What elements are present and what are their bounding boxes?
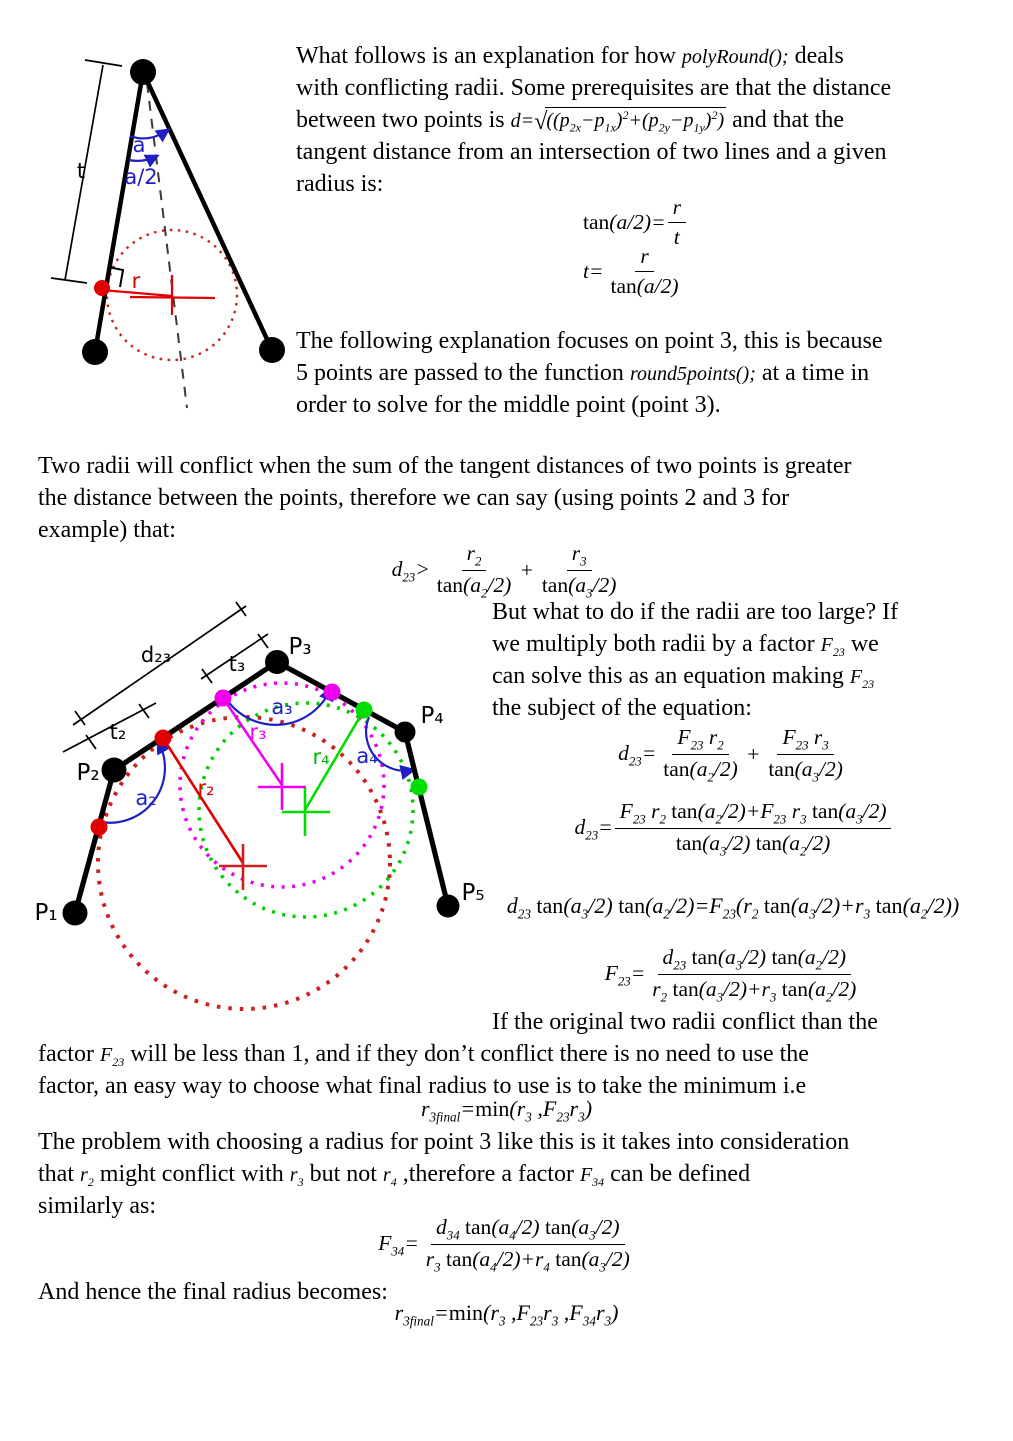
equation-text: $r_{3final}=\min(r_3$ $,F_{23}r_3$) [420,1096,593,1125]
label-a2: a₂ [135,786,157,810]
label-a-half: a/2 [124,165,158,189]
text-segment: And hence the final radius becomes: [38,1279,388,1305]
label-p3: P₃ [288,634,312,660]
text-segment: factor, an easy way to choose what final radius to use is to take the minimum i.e [38,1073,807,1099]
center-cross-r2 [219,844,267,890]
text-segment: between two points is [296,107,511,133]
text-segment: the subject of the equation: [492,695,752,721]
label-r4: r₄ [312,745,330,769]
text-segment: If the original two radii conflict than the [492,1009,878,1035]
formula-r3final-full [0,1300,1013,1329]
text-segment: at a time in [755,360,870,386]
tangent-point-r2-a [155,730,172,747]
point-p3 [265,650,289,674]
formula-lhs: t= [583,258,604,283]
formula-lhs: $d_{23}=$ [574,814,613,843]
paragraph-point3 [296,325,883,421]
fraction [658,724,743,786]
text-segment: The following explanation focuses on point 3, this is because [296,328,883,354]
text-segment: The problem with choosing a radius for point 3 like this is it takes into consideration [38,1129,850,1155]
denominator: $r_2$ $\tan(a_3/2)+r_3$ $\tan(a_2/2)$ [652,977,857,1005]
formula-d23-inequality [0,540,1013,602]
equation-text: $d_{23}$ $\tan(a_3/2)$ $\tan(a_2/2)=F_{23}(r_2$ $\tan(a_3/2)+r_3$ $\tan(a_2/2)$) [506,893,960,922]
text-segment: we multiply both radii by a factor [492,631,821,657]
text-segment: ,therefore a factor [396,1161,580,1187]
inline-math-r4: $r_4$ [382,1164,397,1189]
numerator: r [668,194,686,223]
formula-lhs: $F_{23}=$ [604,960,646,989]
label-a: a [132,133,146,157]
text-line [296,357,883,389]
denominator: $\tan(a_3/2)$ $\tan(a_2/2)$ [675,831,831,859]
fraction [615,798,892,860]
text-line [492,692,898,724]
denominator: t [673,224,680,249]
label-r: r [131,269,141,293]
center-cross-r3 [258,763,306,810]
numerator: r [635,243,653,272]
label-a4: a₄ [356,744,378,768]
numerator: $F_{23}$ $r_2$ [672,724,728,755]
paragraph-minimum [38,1038,809,1102]
tangent-point-r2-b [91,819,108,836]
text-line [492,628,898,660]
label-p4: P₄ [420,703,444,729]
text-line [296,104,891,136]
formula-t [583,243,684,300]
formula-d23-combined [453,798,1013,860]
text-segment: can be defined [604,1161,751,1187]
formula-d23-expanded [453,893,1013,922]
text-line [38,482,851,514]
fraction [605,243,683,300]
text-line [296,389,883,421]
text-line [38,1038,809,1070]
text-segment: What follows is an explanation for how [296,43,682,69]
label-a3: a₃ [271,695,293,719]
text-segment: deals [788,43,844,69]
sqrt-icon: √ [534,109,548,135]
text-line [296,325,883,357]
inline-math-round5points: round5points(); [629,363,756,385]
point-p2 [102,758,127,783]
text-segment: the distance between the points, therefore we can say (using points 2 and 3 for [38,485,790,511]
formula-lhs: $d_{23}>$ [391,556,430,585]
point-p4 [395,722,416,743]
numerator: $d_{34}$ $\tan(a_4/2)$ $\tan(a_3/2)$ [431,1214,624,1245]
formula-f34 [0,1214,1013,1276]
polygon-edge-left [95,72,143,352]
tangent-distance-diagram [35,48,300,420]
formula-r3final-min [0,1096,1013,1125]
center-cross-r4 [282,788,330,836]
inline-math-f23: $F_{23}$ [820,634,845,659]
tangent-point-r4-a [356,702,373,719]
numerator: $r_3$ [567,540,592,571]
text-segment: but not [303,1161,383,1187]
text-segment: 5 points are passed to the function [296,360,630,386]
math-lhs: d= [510,110,535,132]
numerator: $F_{23}$ $r_3$ [777,724,833,755]
equation-text: $r_{3final}=\min(r_3$ $,F_{23}r_3$ $,F_{34}r_3$) [394,1300,619,1329]
text-line [492,660,898,692]
label-p2: P₂ [76,760,100,786]
paragraph-conflict [38,450,851,546]
fraction [537,540,622,602]
text-line [38,1158,849,1190]
end-point-left [82,339,108,365]
denominator: $r_3$ $\tan(a_4/2)+r_4$ $\tan(a_3/2)$ [425,1247,630,1275]
polygon-radii-diagram [28,598,508,1036]
text-line [296,72,891,104]
text-line [296,136,891,168]
plus-operator: + [519,558,534,583]
text-segment: tangent distance from an intersection of two lines and a given [296,139,887,165]
denominator: $\tan(a_2/2)$ [663,757,738,785]
text-segment: that [38,1161,80,1187]
inline-math-f23: $F_{23}$ [99,1044,125,1069]
formula-lhs: tan(a/2)= [583,209,666,234]
text-segment: But what to do if the radii are too large? If [492,599,899,625]
text-segment: might conflict with [93,1161,290,1187]
text-segment: with conflicting radii. Some prerequisites are that the distance [296,75,892,101]
inline-math-polyround: polyRound(); [681,46,789,68]
numerator: $d_{23}$ $\tan(a_3/2)$ $\tan(a_2/2)$ [658,944,851,975]
text-line [38,1126,849,1158]
radicand: $((p_{2x}-p_{1x})^2+(p_{2y}-p_{1y})^2)$ [546,108,725,135]
text-segment: example) that: [38,517,176,543]
formula-lhs: $d_{23}=$ [618,740,657,769]
paragraph-intro [296,40,891,200]
label-p5: P₅ [461,880,485,906]
denominator: tan(a/2) [610,273,679,298]
vertex-point [130,59,156,85]
paragraph-f34 [38,1126,849,1222]
inline-math-r2: $r_2$ [80,1164,94,1189]
tangent-point-r3-b [324,684,341,701]
fraction [763,724,848,786]
end-point-right [259,337,285,363]
text-line [296,40,891,72]
label-p1: P₁ [34,900,58,926]
fraction [432,540,517,602]
plus-operator: + [745,742,761,767]
tangent-point-r3-a [215,690,232,707]
point-p1 [63,901,88,926]
formula-lhs: $F_{34}=$ [378,1230,419,1259]
text-segment: radius is: [296,171,384,197]
text-segment: Two radii will conflict when the sum of the tangent distances of two points is greater [38,453,852,479]
denominator: $\tan(a_3/2)$ [768,757,843,785]
label-r2: r₂ [197,776,215,800]
radius-line-r2 [163,738,243,863]
denominator: $\tan(a_3/2)$ [541,573,617,601]
inline-math-f23: $F_{23}$ [849,666,875,691]
text-segment: and that the [726,107,845,133]
inline-distance-formula [510,108,726,135]
label-r3: r₃ [249,720,267,744]
label-t3: t₃ [228,652,246,676]
label-d23: d₂₃ [140,643,172,667]
inline-math-f34: $F_{34}$ [579,1164,605,1189]
denominator: $\tan(a_2/2)$ [436,573,512,601]
numerator: $F_{23}$ $r_2$ $\tan(a_2/2)+F_{23}$ $r_3$ $\tan(a_3/2)$ [615,798,892,829]
circle-center-cross [130,275,215,315]
tangent-point-r4-b [411,779,428,796]
text-line [492,1006,878,1038]
tangent-point [94,280,110,296]
text-segment: can solve this as an equation making [492,663,850,689]
text-segment: factor [38,1041,100,1067]
formula-f23 [453,944,1013,1006]
text-line [38,450,851,482]
label-t: t [76,159,86,183]
fraction [647,944,861,1006]
text-segment: similarly as: [38,1193,156,1219]
formula-d23-with-factor [453,724,1013,786]
text-line [492,596,898,628]
text-segment: order to solve for the middle point (point 3). [296,392,721,418]
numerator: $r_2$ [462,540,487,571]
text-segment: will be less than 1, and if they don’t conflict there is no need to use the [124,1041,809,1067]
inline-math-r3: $r_3$ [289,1164,304,1189]
fraction [421,1214,635,1276]
paragraph-factor [492,596,898,724]
text-segment: we [844,631,879,657]
label-t2: t₂ [109,720,127,744]
